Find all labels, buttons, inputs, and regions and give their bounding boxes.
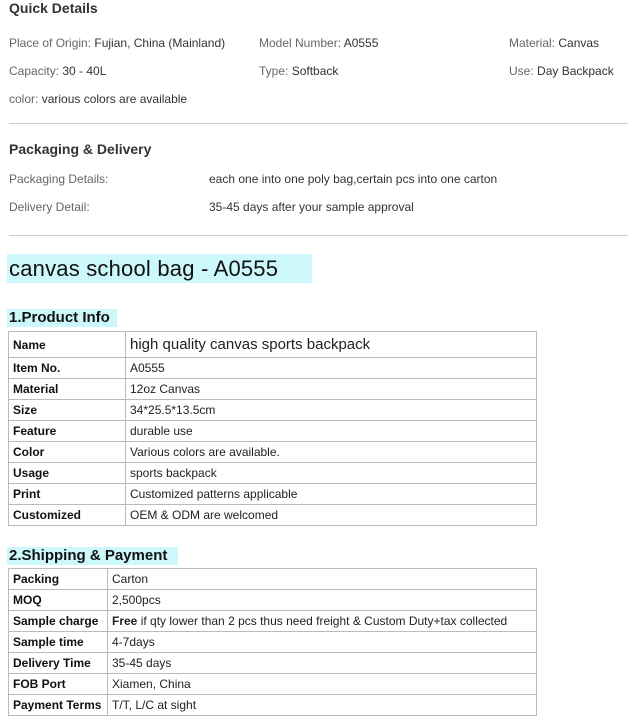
row-value: A0555 <box>126 358 537 379</box>
row-value <box>108 611 537 632</box>
row-key: Name <box>9 332 126 358</box>
detail-value: Day Backpack <box>537 64 614 78</box>
packaging-details-value: each one into one poly bag,certain pcs into one carton <box>209 172 498 186</box>
quick-detail-material <box>509 36 599 50</box>
detail-value: Softback <box>291 64 339 78</box>
detail-label: color: <box>9 92 39 106</box>
row-key: Print <box>9 484 126 505</box>
detail-label: Place of Origin: <box>9 36 92 50</box>
shipping-payment-table <box>8 568 537 716</box>
product-info-heading: 1.Product Info <box>9 309 110 326</box>
table-row <box>9 632 537 653</box>
row-key: Delivery Time <box>9 653 108 674</box>
quick-detail-type <box>259 64 338 78</box>
row-key: FOB Port <box>9 674 108 695</box>
row-value: 4-7days <box>108 632 537 653</box>
table-row <box>9 400 537 421</box>
table-row <box>9 442 537 463</box>
row-key: Material <box>9 379 126 400</box>
quick-detail-color <box>9 92 187 106</box>
detail-label: Capacity: <box>9 64 60 78</box>
quick-detail-use <box>509 64 614 78</box>
detail-value: A0555 <box>343 36 379 50</box>
table-row <box>9 674 537 695</box>
table-row <box>9 611 537 632</box>
row-value: Various colors are available. <box>126 442 537 463</box>
free-label: Free <box>112 614 138 628</box>
row-key: Size <box>9 400 126 421</box>
product-title: canvas school bag - A0555 <box>9 256 279 281</box>
detail-value: Canvas <box>558 36 600 50</box>
detail-label: Type: <box>259 64 289 78</box>
table-row <box>9 484 537 505</box>
packaging-delivery-heading: Packaging & Delivery <box>9 141 152 157</box>
row-key: Customized <box>9 505 126 526</box>
delivery-detail-label: Delivery Detail: <box>9 200 90 214</box>
row-key: Item No. <box>9 358 126 379</box>
row-key: Color <box>9 442 126 463</box>
row-value: OEM & ODM are welcomed <box>126 505 537 526</box>
row-value: 12oz Canvas <box>126 379 537 400</box>
row-value: high quality canvas sports backpack <box>126 332 537 358</box>
row-key: Packing <box>9 569 108 590</box>
row-key: Payment Terms <box>9 695 108 716</box>
row-value: 35-45 days <box>108 653 537 674</box>
row-value: Xiamen, China <box>108 674 537 695</box>
row-value: durable use <box>126 421 537 442</box>
detail-value: Fujian, China (Mainland) <box>94 36 226 50</box>
table-row <box>9 653 537 674</box>
row-value: 34*25.5*13.5cm <box>126 400 537 421</box>
table-row <box>9 332 537 358</box>
product-info-table <box>8 331 537 526</box>
row-key: Usage <box>9 463 126 484</box>
row-key: MOQ <box>9 590 108 611</box>
detail-label: Material: <box>509 36 556 50</box>
row-key: Feature <box>9 421 126 442</box>
row-key: Sample charge <box>9 611 108 632</box>
table-row <box>9 505 537 526</box>
quick-details-heading: Quick Details <box>9 0 98 16</box>
table-row <box>9 590 537 611</box>
table-row <box>9 421 537 442</box>
row-key: Sample time <box>9 632 108 653</box>
table-row <box>9 358 537 379</box>
delivery-detail-value: 35-45 days after your sample approval <box>209 200 414 214</box>
row-value: 2,500pcs <box>108 590 537 611</box>
row-value: Customized patterns applicable <box>126 484 537 505</box>
row-value: T/T, L/C at sight <box>108 695 537 716</box>
table-row <box>9 695 537 716</box>
quick-detail-place-of-origin <box>9 36 225 50</box>
detail-value: 30 - 40L <box>62 64 107 78</box>
table-row <box>9 569 537 590</box>
table-row <box>9 379 537 400</box>
row-value: Carton <box>108 569 537 590</box>
row-value: sports backpack <box>126 463 537 484</box>
packaging-details-label: Packaging Details: <box>9 172 109 186</box>
quick-detail-model-number <box>259 36 378 50</box>
sample-charge-text: if qty lower than 2 pcs thus need freight & Custom Duty+tax collected <box>137 614 508 628</box>
section-divider <box>9 235 628 236</box>
detail-value: various colors are available <box>41 92 188 106</box>
shipping-payment-heading: 2.Shipping & Payment <box>9 547 168 564</box>
detail-label: Model Number: <box>259 36 342 50</box>
table-row <box>9 463 537 484</box>
section-divider <box>9 123 628 124</box>
quick-detail-capacity <box>9 64 106 78</box>
detail-label: Use: <box>509 64 534 78</box>
